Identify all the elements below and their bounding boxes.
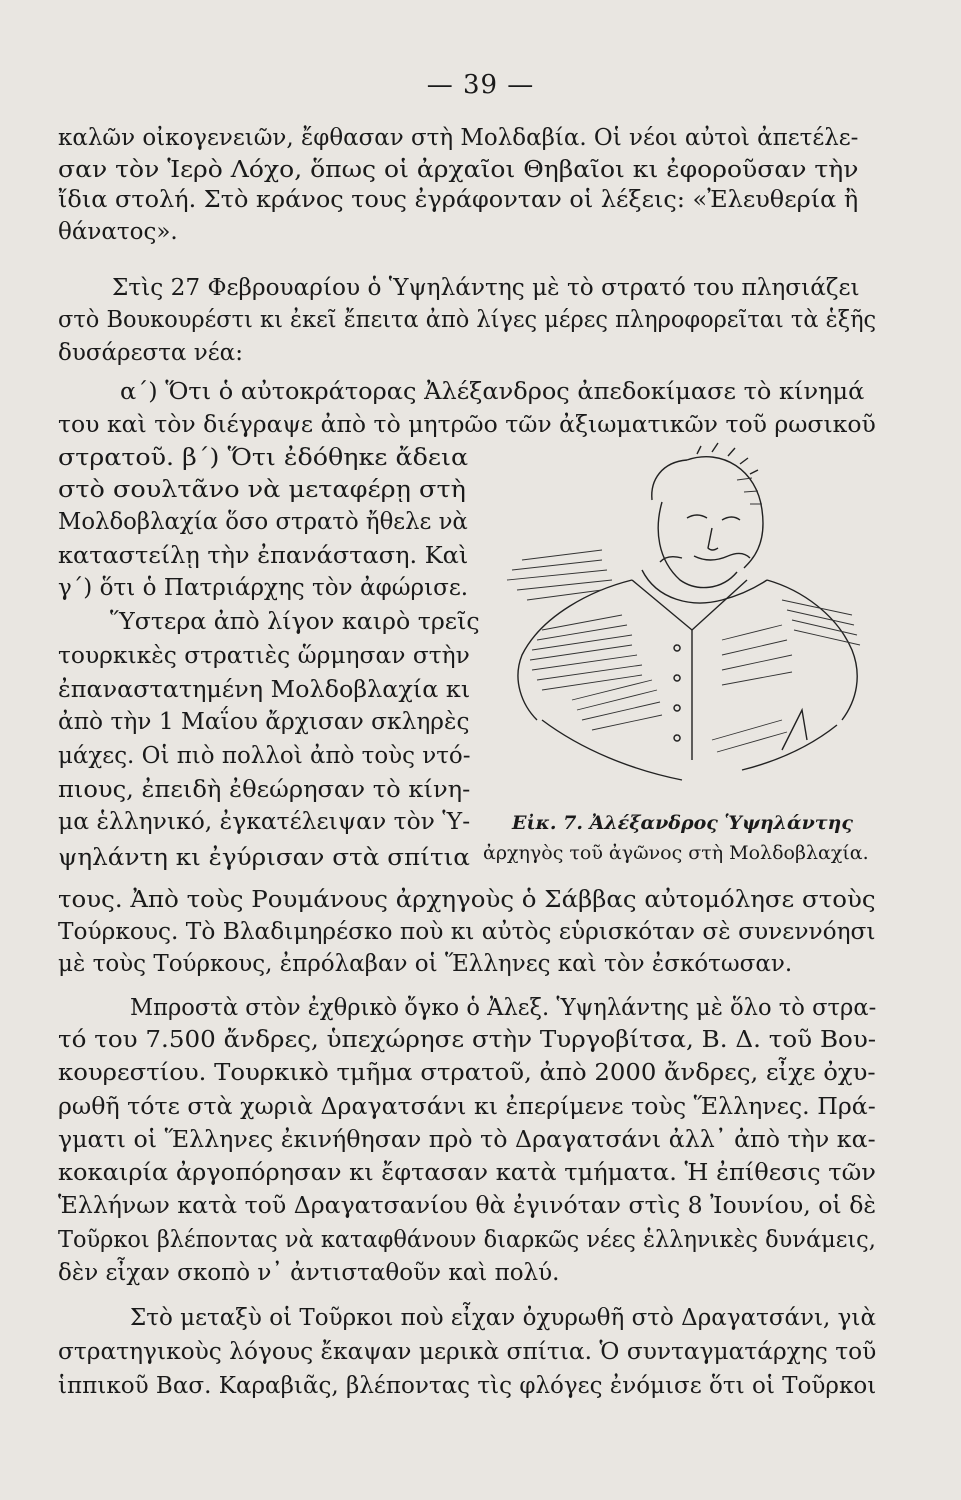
text-line: α΄) Ὅτι ὁ αὐτοκράτορας Ἀλέξανδρος ἀπεδοκίμασε τὸ κίνημά — [120, 379, 865, 405]
text-line: Στὸ μεταξὺ οἱ Τοῦρκοι ποὺ εἶχαν ὀχυρωθῆ στὸ Δραγατσάνι, γιὰ — [130, 1305, 876, 1331]
text-line: Μπροστὰ στὸν ἐχθρικὸ ὄγκο ὁ Ἀλεξ. Ὑψηλάντης μὲ ὅλο τὸ στρα- — [130, 995, 877, 1021]
text-line: ἐπαναστατημένη Μολδοβλαχία κι — [58, 677, 471, 703]
text-line: ψηλάντη κι ἐγύρισαν στὰ σπίτια — [58, 845, 470, 871]
figure-caption-subtitle: ἀρχηγὸς τοῦ ἀγῶνος στὴ Μολδοβλαχία. — [483, 842, 869, 864]
text-line: δυσάρεστα νέα: — [58, 340, 243, 366]
text-line: του καὶ τὸν διέγραψε ἀπὸ τὸ μητρῶο τῶν ἀξιωματικῶν τοῦ ρωσικοῦ — [58, 412, 876, 438]
text-line: ρωθῆ τότε στὰ χωριὰ Δραγατσάνι κι ἐπερίμενε τοὺς Ἕλληνες. Πρά- — [58, 1094, 876, 1120]
text-line: Τοῦρκοι βλέποντας νὰ καταφθάνουν διαρκῶς νέες ἑλληνικὲς δυνάμεις, — [58, 1227, 876, 1253]
figure-caption-title: Εἰκ. 7. Ἀλέξανδρος Ὑψηλάντης — [512, 812, 853, 834]
text-line: στρατηγικοὺς λόγους ἔκαψαν μερικὰ σπίτια. Ὁ συνταγματάρχης τοῦ — [58, 1339, 877, 1365]
text-line: καταστείλῃ τὴν ἐπανάσταση. Καὶ — [58, 543, 469, 569]
text-line: πιους, ἐπειδὴ ἐθεώρησαν τὸ κίνη- — [58, 777, 471, 803]
text-line: Ὕστερα ἀπὸ λίγον καιρὸ τρεῖς — [110, 609, 480, 635]
text-line: τό του 7.500 ἄνδρες, ὑπεχώρησε στὴν Τυργοβίτσα, Β. Δ. τοῦ Βου- — [58, 1027, 877, 1053]
text-line: τουρκικὲς στρατιὲς ὥρμησαν στὴν — [58, 643, 470, 669]
text-line: ἀπὸ τὴν 1 Μαΐου ἄρχισαν σκληρὲς — [58, 709, 470, 735]
text-line: Ἑλλήνων κατὰ τοῦ Δραγατσανίου θὰ ἐγινόταν στὶς 8 Ἰουνίου, οἱ δὲ — [58, 1193, 877, 1219]
text-line: γ΄) ὅτι ὁ Πατριάρχης τὸν ἀφώρισε. — [58, 575, 469, 601]
text-line: μάχες. Οἱ πιὸ πολλοὶ ἀπὸ τοὺς ντό- — [58, 743, 471, 769]
text-line: στὸ σουλτᾶνο νὰ μεταφέρῃ στὴ — [58, 477, 466, 503]
text-line: σαν τὸν Ἱερὸ Λόχο, ὅπως οἱ ἀρχαῖοι Θηβαῖοι κι ἐφοροῦσαν τὴν — [58, 157, 859, 183]
portrait-illustration — [482, 440, 892, 800]
text-line: γματι οἱ Ἕλληνες ἐκινήθησαν πρὸ τὸ Δραγατσάνι ἀλλ᾿ ἀπὸ τὴν κα- — [58, 1127, 876, 1153]
text-line: Μολδοβλαχία ὅσο στρατὸ ἤθελε νὰ — [58, 509, 468, 535]
text-line: μα ἑλληνικό, ἐγκατέλειψαν τὸν Ὑ- — [58, 809, 471, 835]
text-line: καλῶν οἰκογενειῶν, ἔφθασαν στὴ Μολδαβία. Οἱ νέοι αὐτοὶ ἀπετέλε- — [58, 125, 859, 151]
text-line: Στὶς 27 Φεβρουαρίου ὁ Ὑψηλάντης μὲ τὸ στρατό του πλησιάζει — [112, 275, 860, 301]
text-line: κουρεστίου. Τουρκικὸ τμῆμα στρατοῦ, ἀπὸ 2000 ἄνδρες, εἶχε ὀχυ- — [58, 1060, 876, 1086]
text-line: θάνατος». — [58, 219, 178, 245]
text-line: ἱππικοῦ Βασ. Καραβιᾶς, βλέποντας τὶς φλόγες ἐνόμισε ὅτι οἱ Τοῦρκοι — [58, 1373, 877, 1399]
text-line: στὸ Βουκουρέστι κι ἐκεῖ ἔπειτα ἀπὸ λίγες μέρες πληροφορεῖται τὰ ἑξῆς — [58, 307, 877, 333]
page-number: — 39 — — [426, 70, 535, 100]
text-line: ἴδια στολή. Στὸ κράνος τους ἐγράφονταν οἱ λέξεις: «Ἐλευθερία ἢ — [58, 187, 859, 213]
text-line: δὲν εἶχαν σκοπὸ ν᾿ ἀντισταθοῦν καὶ πολύ. — [58, 1260, 560, 1286]
text-line: κοκαιρία ἀργοπόρησαν κι ἔφτασαν κατὰ τμήματα. Ἡ ἐπίθεσις τῶν — [58, 1160, 876, 1186]
text-line: τους. Ἀπὸ τοὺς Ρουμάνους ἀρχηγοὺς ὁ Σάββας αὐτομόλησε στοὺς — [58, 887, 876, 913]
text-line: μὲ τοὺς Τούρκους, ἐπρόλαβαν οἱ Ἕλληνες καὶ τὸν ἐσκότωσαν. — [58, 951, 793, 977]
text-line: Τούρκους. Τὸ Βλαδιμηρέσκο ποὺ κι αὐτὸς εὑρισκόταν σὲ συνεννόησι — [58, 919, 876, 945]
text-line: στρατοῦ. β΄) Ὅτι ἐδόθηκε ἄδεια — [58, 445, 469, 471]
